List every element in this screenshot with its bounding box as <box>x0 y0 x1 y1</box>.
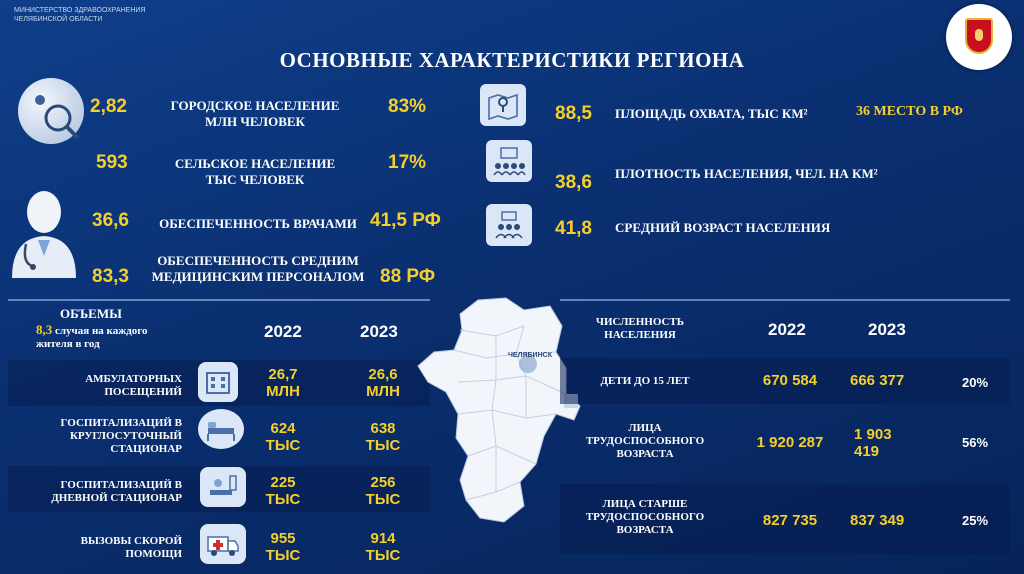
value-line: 1 903 <box>854 426 892 443</box>
value-2023 <box>358 366 408 400</box>
row-label-line: ВОЗРАСТА <box>616 524 674 536</box>
volumes-year-2023: 2023 <box>360 322 398 341</box>
area-rank: 36 МЕСТО В РФ <box>856 104 963 119</box>
rural-population-label-1: СЕЛЬСКОЕ НАСЕЛЕНИЕ <box>174 156 336 171</box>
nurses-label-2: МЕДИЦИНСКИМ ПЕРСОНАЛОМ <box>151 269 365 284</box>
nurses-label-1: ОБЕСПЕЧЕННОСТЬ СРЕДНИМ <box>157 253 359 268</box>
value-number: 955 <box>270 530 296 547</box>
map-pin-icon <box>480 84 526 126</box>
row-label <box>40 535 182 561</box>
value-2022: 1 920 287 <box>756 434 824 451</box>
value-2022: 670 584 <box>762 372 818 389</box>
volumes-title: ОБЪЕМЫ <box>60 306 122 321</box>
urban-population-share: 83% <box>388 96 427 117</box>
volumes-year-2022: 2022 <box>264 322 302 341</box>
value-unit: ТЫС <box>265 437 301 454</box>
rural-population-label <box>150 156 360 188</box>
row-label-line: ПОСЕЩЕНИЙ <box>104 386 182 398</box>
rural-population-share: 17% <box>388 152 427 173</box>
population-year-2023: 2023 <box>868 320 906 339</box>
row-label-line: АМБУЛАТОРНЫХ <box>85 373 182 385</box>
value-2023 <box>854 426 934 460</box>
volumes-note-text-1: случая на каждого <box>55 325 148 337</box>
row-label-line: ВОЗРАСТА <box>616 448 674 460</box>
volumes-divider <box>8 299 430 301</box>
row-label-line: КРУГЛОСУТОЧНЫЙ <box>69 430 182 442</box>
value-2023 <box>358 420 408 454</box>
row-label-line: ПОМОЩИ <box>125 548 182 560</box>
value-number: 624 <box>270 420 296 437</box>
volumes-note-text-2: жителя в год <box>36 338 100 350</box>
density-label: ПЛОТНОСТЬ НАСЕЛЕНИЯ, ЧЕЛ. НА КМ² <box>615 166 878 181</box>
ministry-line-2: ЧЕЛЯБИНСКОЙ ОБЛАСТИ <box>14 16 103 23</box>
population-year-2022: 2022 <box>768 320 806 339</box>
age-value: 41,8 <box>555 218 592 239</box>
value-number: 26,6 <box>368 366 398 383</box>
row-label-line: ВЫЗОВЫ СКОРОЙ <box>80 535 182 547</box>
row-label: ДЕТИ ДО 15 ЛЕТ <box>600 375 690 387</box>
value-number: 26,7 <box>268 366 298 383</box>
people-icon <box>486 140 532 182</box>
doctors-label: ОБЕСПЕЧЕННОСТЬ ВРАЧАМИ <box>159 216 357 231</box>
doctors-value: 36,6 <box>92 210 129 231</box>
urban-population-label-2: МЛН ЧЕЛОВЕК <box>205 114 305 129</box>
row-label <box>570 498 720 537</box>
nurses-value: 83,3 <box>92 266 129 287</box>
globe-search-icon <box>18 78 84 144</box>
value-2023: 837 349 <box>850 512 905 529</box>
share-value: 20% <box>961 375 989 390</box>
urban-population-value: 2,82 <box>90 96 127 117</box>
volumes-note-number: 8,3 <box>36 322 53 337</box>
value-line: 419 <box>854 443 880 460</box>
city-label: ЧЕЛЯБИНСК <box>508 352 552 359</box>
value-unit: МЛН <box>366 383 400 400</box>
hospital-bed-icon <box>198 409 244 449</box>
value-unit: ТЫС <box>265 491 301 508</box>
value-unit: ТЫС <box>365 547 401 564</box>
value-unit: ТЫС <box>265 547 301 564</box>
urban-population-label <box>150 98 360 130</box>
row-label-line: ЛИЦА <box>628 422 662 434</box>
value-2023 <box>358 474 408 508</box>
value-2023 <box>358 530 408 564</box>
row-label <box>570 422 720 461</box>
area-label: ПЛОЩАДЬ ОХВАТА, ТЫС КМ² <box>615 106 808 121</box>
value-2022 <box>258 530 308 564</box>
value-2022: 827 735 <box>762 512 818 529</box>
value-number: 225 <box>270 474 296 491</box>
nurses-label <box>150 253 366 285</box>
share-value: 25% <box>961 513 989 528</box>
row-label <box>60 373 182 399</box>
nurses-russia-value: 88 РФ <box>380 266 436 287</box>
age-label: СРЕДНИЙ ВОЗРАСТ НАСЕЛЕНИЯ <box>615 220 831 235</box>
population-title-1: ЧИСЛЕННОСТЬ <box>595 316 685 328</box>
ambulance-icon <box>200 524 246 564</box>
population-title-2: НАСЕЛЕНИЯ <box>604 329 676 341</box>
rural-population-label-2: ТЫС ЧЕЛОВЕК <box>205 172 305 187</box>
row-label-line: ТРУДОСПОСОБНОГО <box>585 511 705 523</box>
doctors-russia-value: 41,5 РФ <box>370 210 441 231</box>
row-label-line: ГОСПИТАЛИЗАЦИЙ В <box>60 479 182 491</box>
population-title <box>590 316 690 342</box>
rural-population-value: 593 <box>96 152 128 173</box>
value-2022 <box>258 474 308 508</box>
density-value: 38,6 <box>555 172 592 193</box>
row-label <box>40 417 182 456</box>
doctor-icon <box>8 182 78 278</box>
value-unit: ТЫС <box>365 491 401 508</box>
row-label-line: ГОСПИТАЛИЗАЦИЙ В <box>60 417 182 429</box>
value-unit: ТЫС <box>365 437 401 454</box>
value-number: 914 <box>370 530 396 547</box>
value-number: 256 <box>370 474 396 491</box>
value-2023: 666 377 <box>850 372 905 389</box>
row-label-line: СТАЦИОНАР <box>110 443 182 455</box>
page-title: ОСНОВНЫЕ ХАРАКТЕРИСТИКИ РЕГИОНА <box>279 48 745 72</box>
ministry-name <box>14 6 146 24</box>
population-divider <box>560 299 1010 301</box>
volumes-note <box>36 323 147 351</box>
value-unit: МЛН <box>266 383 300 400</box>
area-value: 88,5 <box>555 103 592 124</box>
urban-population-label-1: ГОРОДСКОЕ НАСЕЛЕНИЕ <box>170 98 340 113</box>
share-value: 56% <box>961 435 989 450</box>
row-label-line: ЛИЦА СТАРШЕ <box>602 498 688 510</box>
row-label-line: ДНЕВНОЙ СТАЦИОНАР <box>51 492 182 504</box>
value-2022 <box>258 420 308 454</box>
row-label-line: ТРУДОСПОСОБНОГО <box>585 435 705 447</box>
clinic-icon <box>198 362 238 402</box>
value-number: 638 <box>370 420 396 437</box>
value-2022 <box>258 366 308 400</box>
day-hospital-icon <box>200 467 246 507</box>
ministry-line-1: МИНИСТЕРСТВО ЗДРАВООХРАНЕНИЯ <box>14 7 146 14</box>
coat-of-arms-icon <box>946 4 1012 70</box>
group-icon <box>486 204 532 246</box>
row-label <box>30 479 182 505</box>
